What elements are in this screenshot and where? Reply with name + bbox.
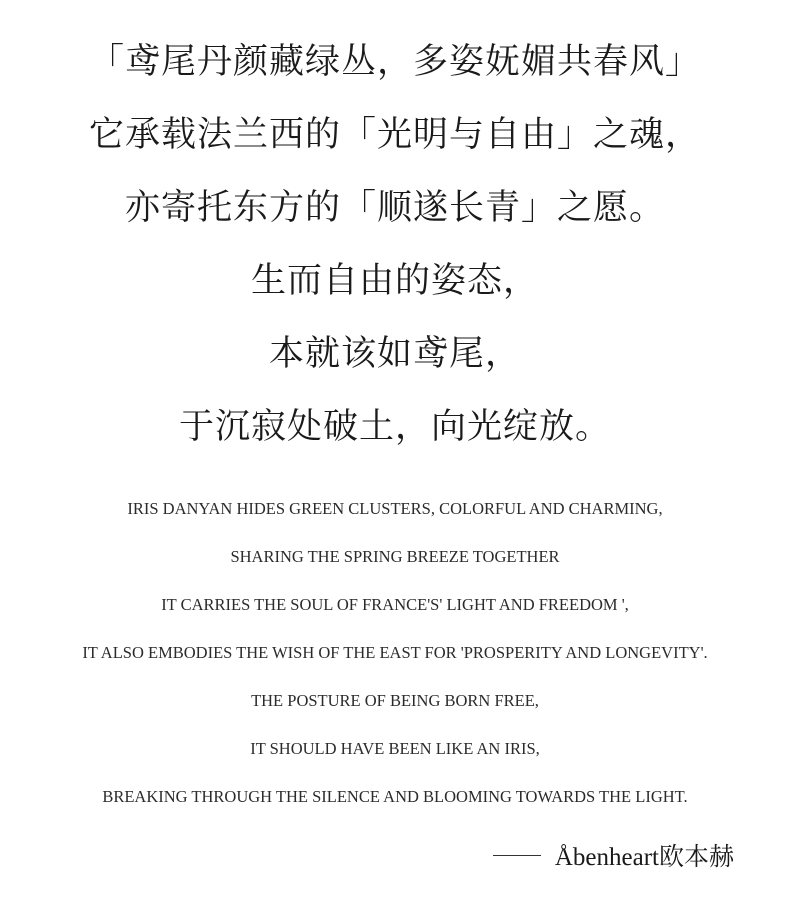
poem-cn-line-2: 它承载法兰西的「光明与自由」之魂， [88, 115, 701, 155]
poem-cn-line-4: 生而自由的姿态， [250, 261, 539, 301]
poem-en-line-3: IT CARRIES THE SOUL OF FRANCE'S' LIGHT AND FREEDOM ', [161, 595, 629, 614]
poem-cn-line-1: 「鸢尾丹颜藏绿丛，多姿妩媚共春风」 [88, 42, 701, 82]
brand-signature [493, 838, 734, 872]
poem-en-line-1: IRIS DANYAN HIDES GREEN CLUSTERS, COLORFUL AND CHARMING, [127, 499, 663, 518]
poem-en-line-6: IT SHOULD HAVE BEEN LIKE AN IRIS, [250, 739, 540, 758]
chinese-poem [0, 26, 790, 464]
signature-text: Åbenheart欧本赫 [554, 844, 734, 871]
poem-cn-line-3: 亦寄托东方的「顺遂长青」之愿。 [124, 188, 665, 228]
poem-en-line-5: THE POSTURE OF BEING BORN FREE, [251, 691, 539, 710]
poem-en-line-7: BREAKING THROUGH THE SILENCE AND BLOOMING TOWARDS THE LIGHT. [102, 787, 688, 806]
signature-dash [493, 855, 541, 856]
poem-cn-line-6: 于沉寂处破土，向光绽放。 [178, 407, 611, 447]
poem-cn-line-5: 本就该如鸢尾， [268, 334, 521, 374]
poem-en-line-4: IT ALSO EMBODIES THE WISH OF THE EAST FOR 'PROSPERITY AND LONGEVITY'. [82, 643, 708, 662]
english-translation [0, 485, 790, 821]
poem-en-line-2: SHARING THE SPRING BREEZE TOGETHER [230, 547, 560, 566]
